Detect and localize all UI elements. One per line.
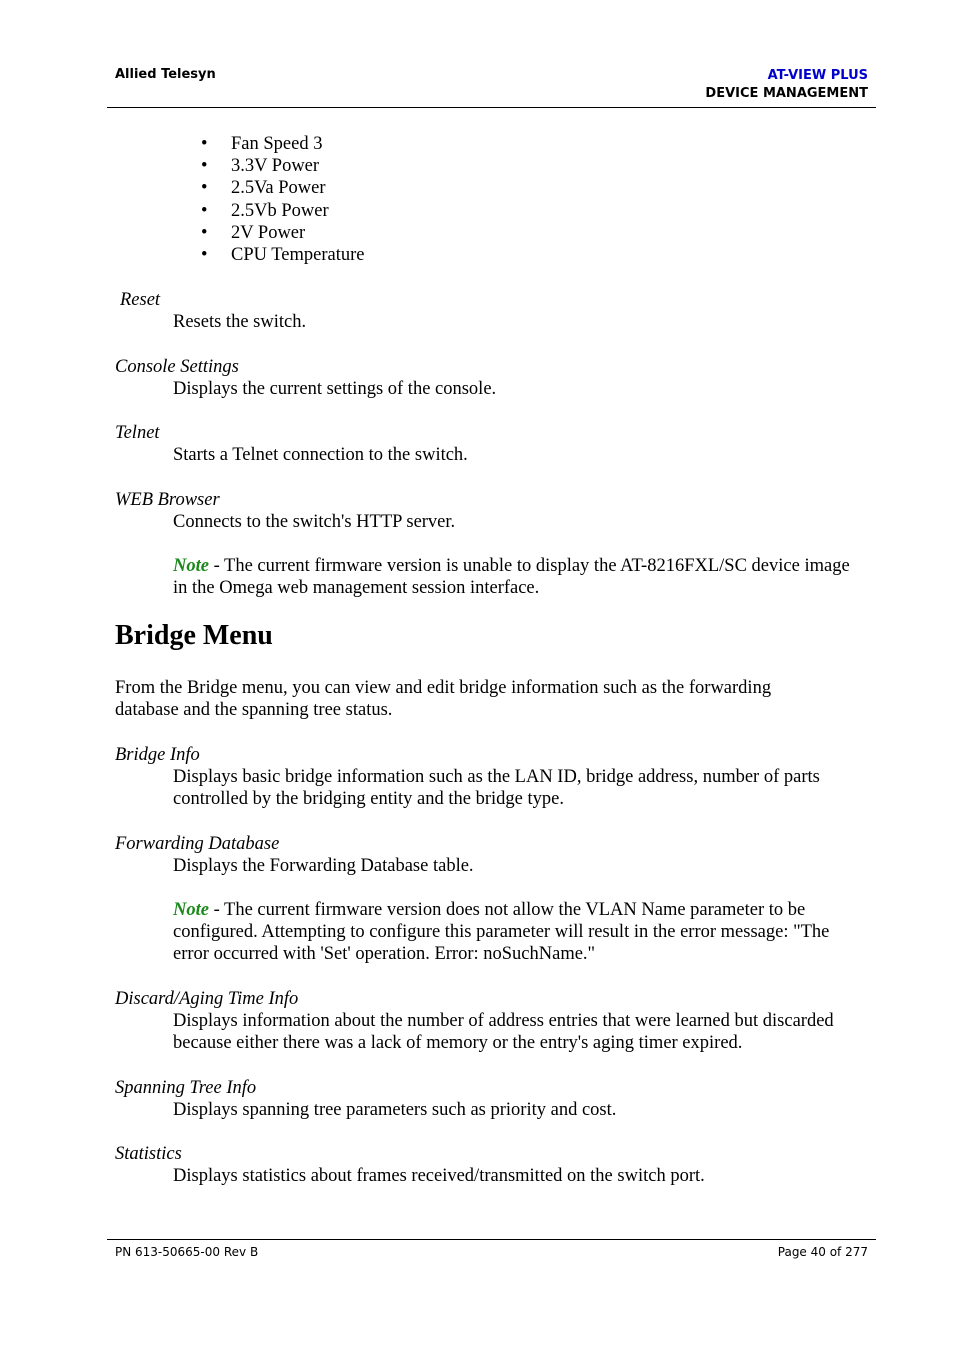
footer-page-number: Page 40 of 277 <box>777 1245 868 1259</box>
bullet-icon: • <box>201 178 208 199</box>
bullet-icon: • <box>201 222 208 243</box>
section-intro: From the Bridge menu, you can view and edit bridge information such as the forwarding database and the spanning tree status. <box>115 678 772 720</box>
desc-reset: Resets the switch. <box>173 312 307 332</box>
list-item: • 2V Power <box>201 222 306 243</box>
list-item: • 3.3V Power <box>201 156 320 177</box>
desc-statistics: Displays statistics about frames received/transmitted on the switch port. <box>173 1166 705 1186</box>
list-item: • Fan Speed 3 <box>201 134 323 154</box>
desc-discard-aging: Displays information about the number of address entries that were learned but discarded because either there was a lack of memory or the entry's aging timer expired. <box>173 1011 834 1053</box>
header-section: DEVICE MANAGEMENT <box>705 86 868 101</box>
sensor-bullet-list <box>200 133 364 266</box>
desc-console-settings: Displays the current settings of the console. <box>173 379 497 399</box>
footer-rule <box>107 1239 876 1240</box>
bullet-icon: • <box>201 200 208 221</box>
bullet-icon: • <box>201 156 208 177</box>
section-title: Bridge Menu <box>115 620 273 651</box>
header-rule <box>107 107 876 108</box>
term-reset: Reset <box>120 290 161 310</box>
desc-bridge-info: Displays basic bridge information such as the LAN ID, bridge address, number of parts controlled by the bridging entity and the bridge type. <box>173 767 820 809</box>
note-firmware-image <box>173 555 853 599</box>
term-statistics: Statistics <box>115 1144 182 1164</box>
header-title-block <box>705 67 868 103</box>
bullet-icon: • <box>201 244 208 265</box>
list-item: • 2.5Vb Power <box>201 200 329 221</box>
term-web-browser: WEB Browser <box>115 490 220 510</box>
term-bridge-info: Bridge Info <box>115 745 200 765</box>
note-label: Note <box>173 900 209 920</box>
term-telnet: Telnet <box>115 423 160 443</box>
bullet-icon: • <box>201 134 208 154</box>
header-company: Allied Telesyn <box>115 67 216 82</box>
desc-telnet: Starts a Telnet connection to the switch. <box>173 445 468 465</box>
footer-part-number: PN 613-50665-00 Rev B <box>115 1245 259 1259</box>
header-product: AT-VIEW PLUS <box>767 68 868 83</box>
list-item: • CPU Temperature <box>201 244 365 265</box>
term-spanning-tree: Spanning Tree Info <box>115 1078 257 1098</box>
desc-web-browser: Connects to the switch's HTTP server. <box>173 512 456 532</box>
note-label: Note <box>173 556 209 576</box>
term-console-settings: Console Settings <box>115 357 239 377</box>
note-vlan-name <box>173 899 868 965</box>
list-item: • 2.5Va Power <box>201 178 326 199</box>
note-text: - The current firmware version is unable to display the AT-8216FXL/SC device image in the Omega web management session interface. <box>173 556 850 598</box>
term-discard-aging: Discard/Aging Time Info <box>115 989 299 1009</box>
desc-forwarding-database: Displays the Forwarding Database table. <box>173 856 474 876</box>
term-forwarding-database: Forwarding Database <box>115 834 280 854</box>
note-text: - The current firmware version does not allow the VLAN Name parameter to be configured. Attempting to configure this parameter will result in the error message: "The error occurred with 'Set' operation. Error: noSuchName." <box>173 900 830 964</box>
desc-spanning-tree: Displays spanning tree parameters such as priority and cost. <box>173 1100 617 1120</box>
